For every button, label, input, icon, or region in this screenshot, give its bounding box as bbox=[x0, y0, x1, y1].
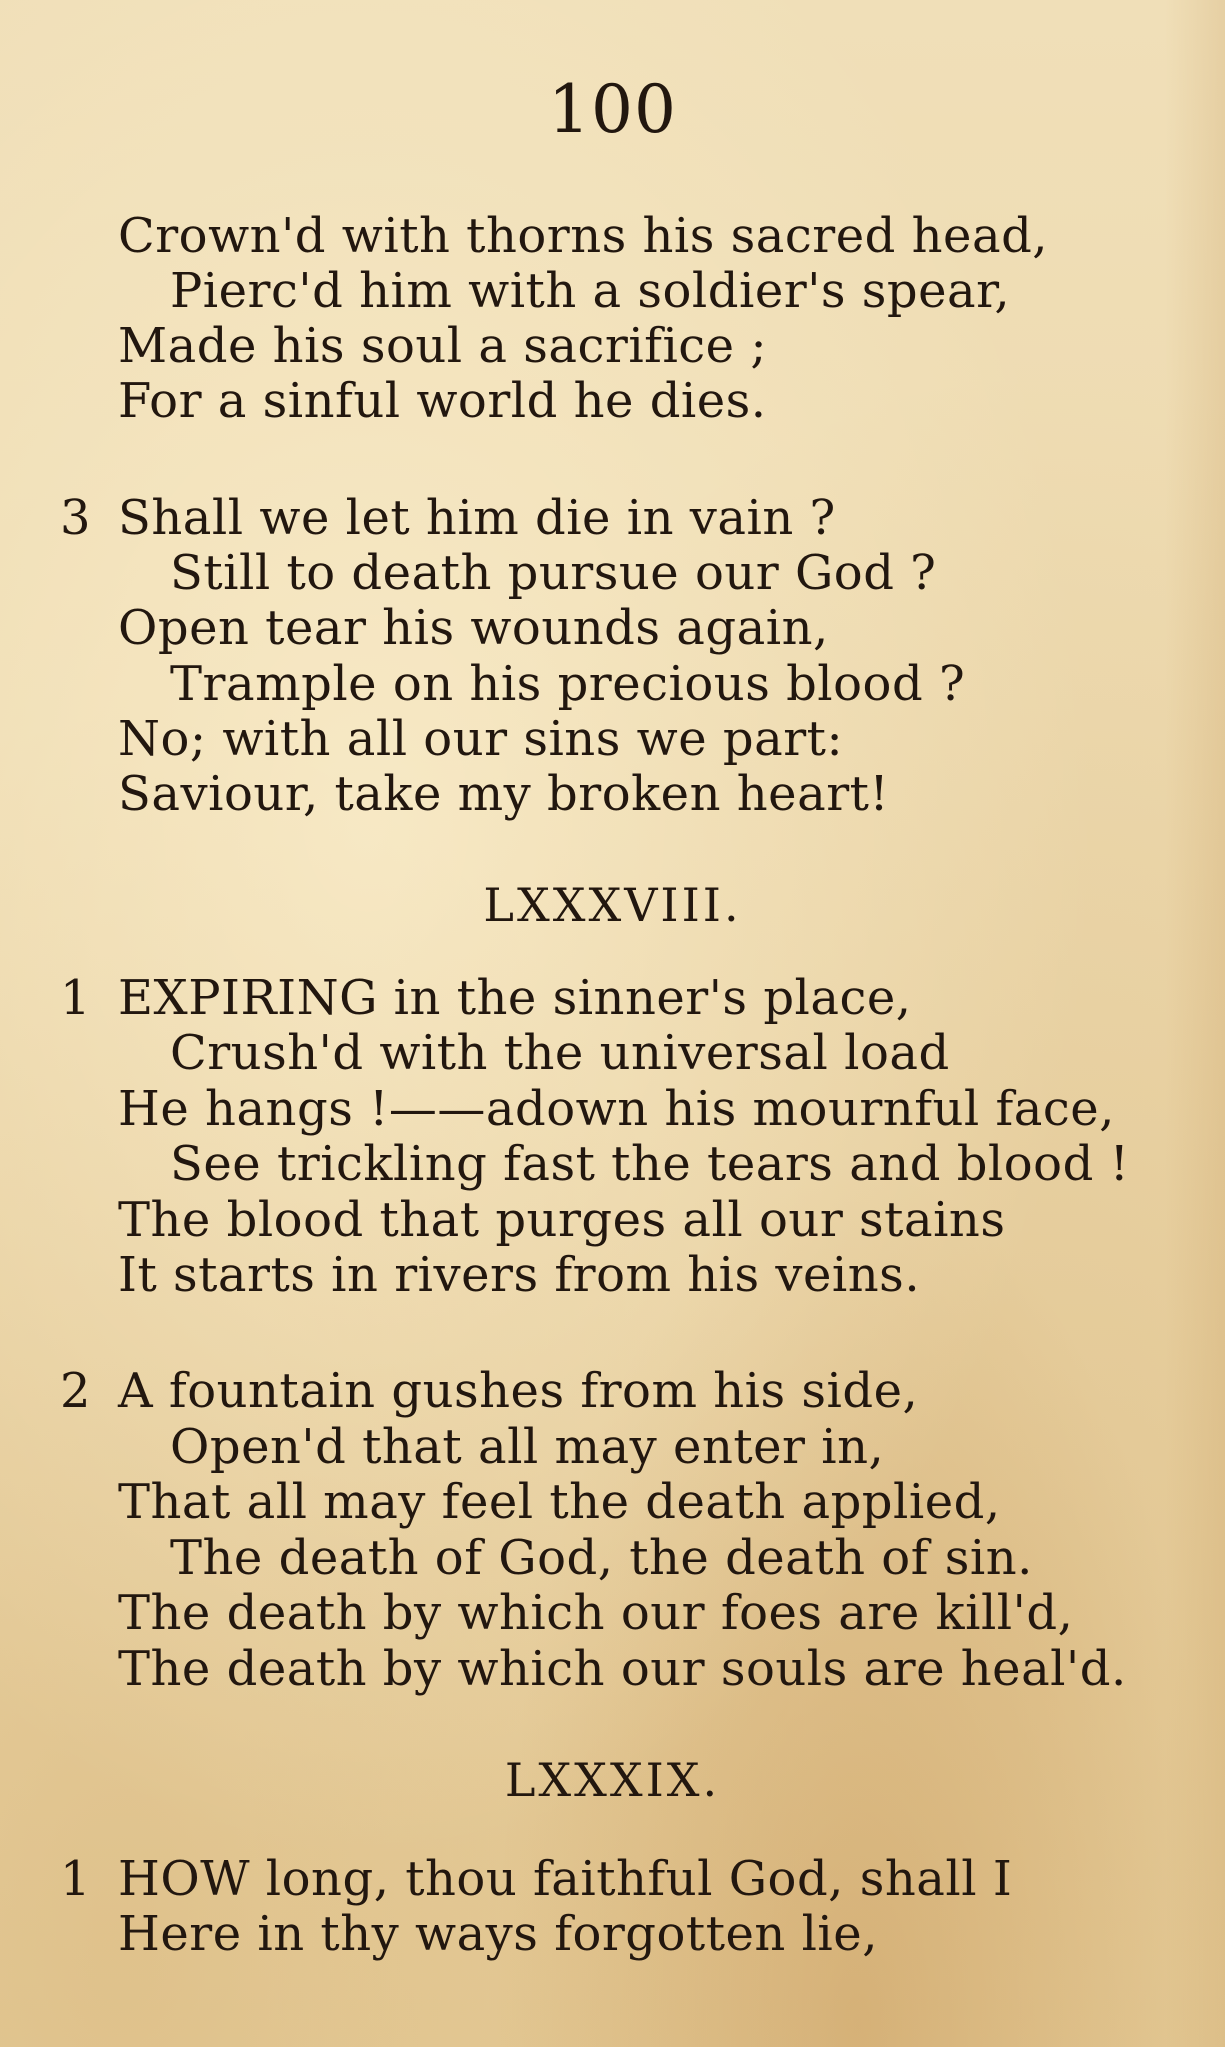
verse-line: He hangs !——adown his mournful face, bbox=[118, 1081, 1115, 1137]
verse-line: Saviour, take my broken heart! bbox=[118, 766, 890, 822]
verse-line: For a sinful world he dies. bbox=[118, 373, 767, 429]
verse-line: See trickling fast the tears and blood ! bbox=[170, 1136, 1130, 1192]
verse-line: Crush'd with the universal load bbox=[170, 1025, 950, 1081]
verse-line: The death by which our foes are kill'd, bbox=[118, 1585, 1074, 1641]
verse-line: Still to death pursue our God ? bbox=[170, 545, 937, 601]
verse-line: Open'd that all may enter in, bbox=[170, 1419, 885, 1475]
verse-line: Made his soul a sacrifice ; bbox=[118, 318, 768, 374]
verse-line: Pierc'd him with a soldier's spear, bbox=[170, 263, 1011, 319]
verse-line: The death of God, the death of sin. bbox=[170, 1530, 1033, 1586]
verse-line: Trample on his precious blood ? bbox=[170, 656, 966, 712]
verse-line: The blood that purges all our stains bbox=[118, 1192, 1006, 1248]
hymn-heading: LXXXVIII. bbox=[483, 878, 742, 932]
verse-line: That all may feel the death applied, bbox=[118, 1474, 1001, 1530]
verse-number: 3 bbox=[60, 490, 91, 546]
verse-line: Open tear his wounds again, bbox=[118, 600, 829, 656]
verse-line: Shall we let him die in vain ? bbox=[118, 490, 836, 546]
verse-number: 1 bbox=[60, 970, 91, 1026]
page-number: 100 bbox=[548, 71, 677, 148]
page-edge-shading bbox=[1165, 0, 1225, 2047]
hymn-heading: LXXXIX. bbox=[504, 1753, 721, 1807]
verse-number: 2 bbox=[60, 1363, 91, 1419]
verse-line: EXPIRING in the sinner's place, bbox=[118, 970, 912, 1026]
verse-line: Here in thy ways forgotten lie, bbox=[118, 1906, 878, 1962]
verse-line: A fountain gushes from his side, bbox=[118, 1363, 919, 1419]
verse-line: It starts in rivers from his veins. bbox=[118, 1247, 921, 1303]
verse-number: 1 bbox=[60, 1851, 91, 1907]
verse-line: HOW long, thou faithful God, shall I bbox=[118, 1851, 1013, 1907]
verse-line: The death by which our souls are heal'd. bbox=[118, 1641, 1127, 1697]
verse-line: No; with all our sins we part: bbox=[118, 711, 844, 767]
verse-line: Crown'd with thorns his sacred head, bbox=[118, 208, 1049, 264]
